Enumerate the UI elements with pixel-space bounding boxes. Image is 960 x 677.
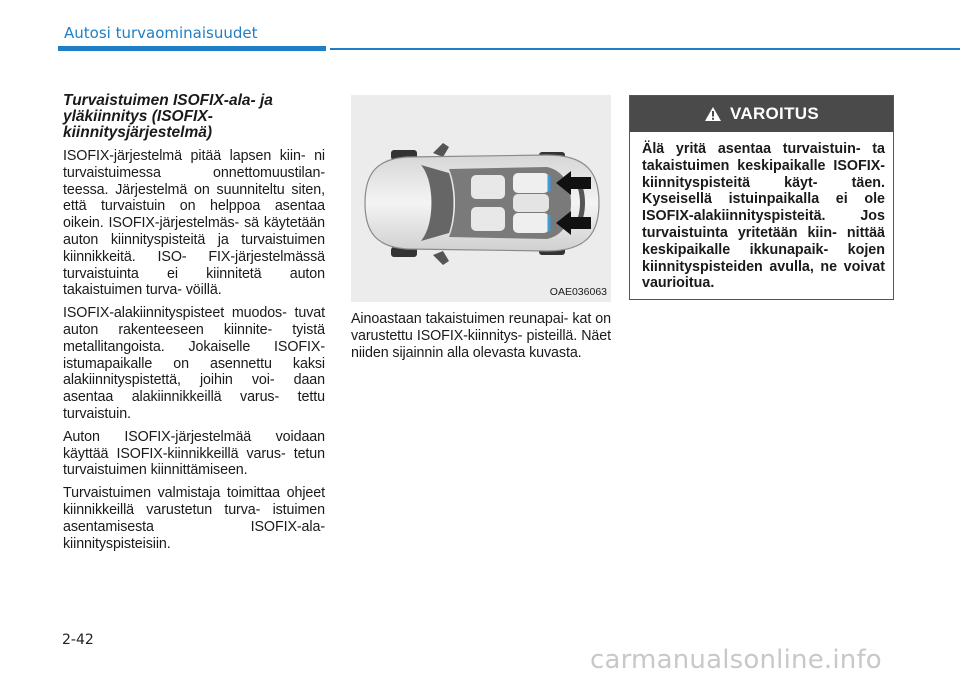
- car-isofix-figure: [351, 95, 611, 302]
- paragraph-4: Turvaistuimen valmistaja toimittaa ohjeet kiinnikkeillä varustetun turva- istuimen asentamisesta ISOFIX-ala- kiinnityspisteisiin.: [63, 485, 325, 552]
- page-number: 2-42: [62, 632, 94, 648]
- car-top-view-illustration: [351, 95, 611, 302]
- figure-code: OAE036063: [549, 286, 607, 298]
- paragraph-1: ISOFIX-järjestelmä pitää lapsen kiin- ni turvaistuimessa onnettomuustilan- teessa. Järjestelmä on suunniteltu siten, että turvaistuin on helppoa asentaa oikein. ISOFIX-järjestelmäs- sä käytetään auton kiinnityspisteitä ja turvaistuimen kiinnikkeitä. ISO- FIX-järjestelmässä turvaistuinta ei kiinnitetä auton takaistuimen turva- vöillä.: [63, 148, 325, 299]
- figure-caption-column: [351, 311, 611, 367]
- header-rule-thin: [330, 48, 960, 50]
- warning-text: Älä yritä asentaa turvaistuin- ta takaistuimen keskipaikalle ISOFIX-kiinnityspisteitä käyt- täen. Kyseisellä istuinpaikalla ei ole ISOFIX-alakiinnityspisteitä. Jos turvaistuinta yritetään kiin- nittää keskipaikalle ikkunapaik- kojen kiinnityspisteiden avulla, ne voivat vaurioitua.: [642, 141, 885, 292]
- main-column: [63, 93, 325, 558]
- section-title: Autosi turvaominaisuudet: [64, 24, 258, 42]
- watermark: carmanualsonline.info: [590, 645, 882, 675]
- section-heading: Turvaistuimen ISOFIX-ala- ja yläkiinnitys (ISOFIX-kiinnitysjärjestelmä): [63, 92, 273, 141]
- warning-header: [630, 96, 893, 132]
- figure-paragraph: Ainoastaan takaistuimen reunapai- kat on varustettu ISOFIX-kiinnitys- pisteillä. Näet niiden sijainnin alla olevasta kuvasta.: [351, 311, 611, 361]
- warning-triangle-icon: [704, 106, 722, 122]
- warning-box: [629, 95, 894, 300]
- paragraph-2: ISOFIX-alakiinnityspisteet muodos- tuvat auton rakenteeseen kiinnite- tyistä metallitangoista. Jokaiselle ISOFIX-istumapaikalle on asennettu kaksi alakiinnityspistettä, joihin voi- daan asentaa alakiinnikkeillä varus- tettu turvaistuin.: [63, 305, 325, 422]
- header-rule-thick: [58, 46, 326, 51]
- paragraph-3: Auton ISOFIX-järjestelmää voidaan käyttää ISOFIX-kiinnikkeillä varus- tetun turvaistuimen kiinnittämiseen.: [63, 428, 325, 479]
- warning-title: VAROITUS: [730, 104, 819, 123]
